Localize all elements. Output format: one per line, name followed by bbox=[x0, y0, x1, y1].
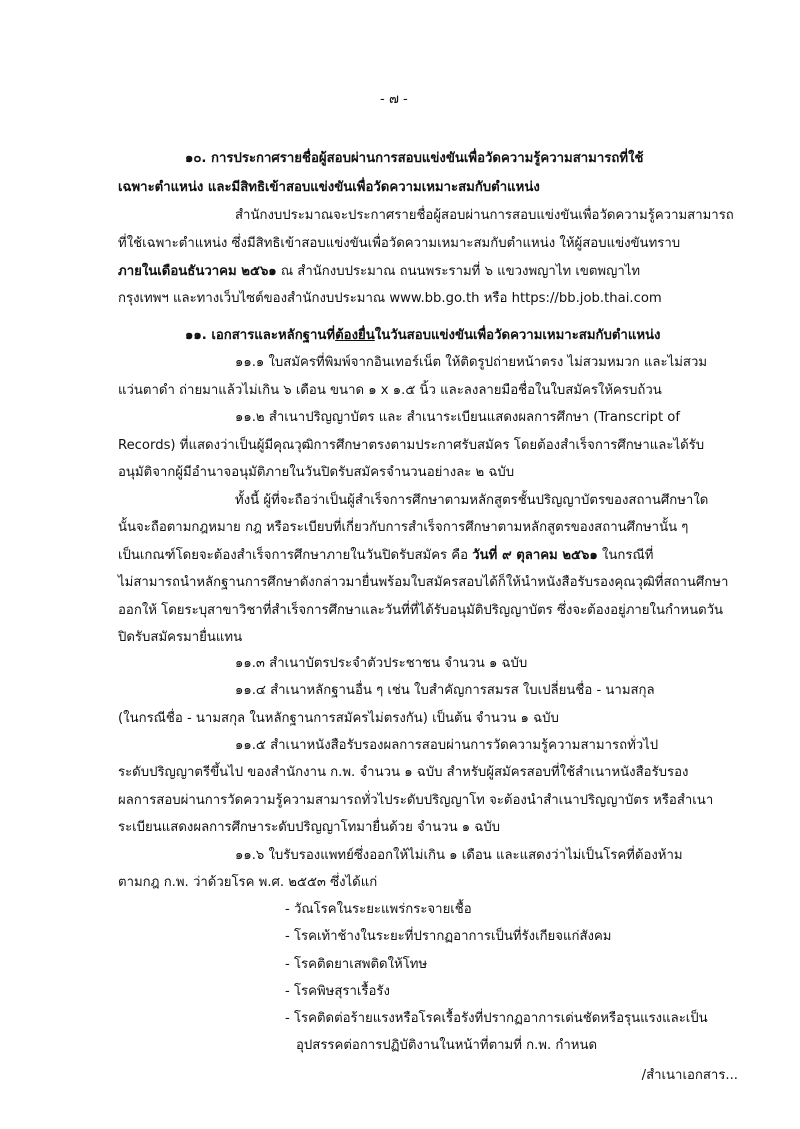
note-line1: ทั้งนี้ ผู้ที่จะถือว่าเป็นผู้สำเร็จการศึกษาตามหลักสูตรชั้นปริญญาบัตรของสถานศึกษาใด bbox=[235, 493, 709, 508]
section-11-heading-b: ในวันสอบแข่งขันเพื่อวัดความเหมาะสมกับตำแหน่ง bbox=[374, 328, 661, 343]
continuation-footer: /สำเนาเอกสาร... bbox=[641, 1068, 738, 1083]
item-11-4-line2: (ในกรณีชื่อ - นามสกุล ในหลักฐานการสมัครไม่ตรงกัน) เป็นต้น จำนวน ๑ ฉบับ bbox=[118, 711, 559, 726]
note-line3 bbox=[118, 546, 653, 566]
item-11-5-line3: ผลการสอบผ่านการวัดความรู้ความสามารถทั่วไประดับปริญญาโท จะต้องนำสำเนาปริญญาบัตร หรือสำเนา bbox=[118, 793, 714, 808]
item-11-6-line2: ตามกฎ ก.พ. ว่าด้วยโรค พ.ศ. ๒๕๕๓ ซึ่งได้แก่ bbox=[118, 875, 378, 890]
item-11-5-line4: ระเบียนแสดงผลการศึกษาระดับปริญญาโทมายื่นด้วย จำนวน ๑ ฉบับ bbox=[118, 820, 501, 835]
note-line5: ออกให้ โดยระบุสาขาวิชาที่สำเร็จการศึกษาและวันที่ที่ได้รับอนุมัติปริญญาบัตร ซึ่งจะต้องอยู่ภายในกำหนดวัน bbox=[118, 603, 724, 618]
section-10-paragraph-line2: ที่ใช้เฉพาะตำแหน่ง ซึ่งมีสิทธิเข้าสอบแข่งขันเพื่อวัดความเหมาะสมกับตำแหน่ง ให้ผู้สอบแข่งขันทราบ bbox=[118, 236, 681, 251]
section-10-paragraph-line3-rest: ณ สำนักงบประมาณ ถนนพระรามที่ ๖ แขวงพญาไท เขตพญาไท bbox=[276, 264, 641, 279]
section-11-heading-underlined: ต้องยื่น bbox=[335, 328, 375, 343]
deadline-emphasis: ภายในเดือนธันวาคม ๒๕๖๑ bbox=[118, 264, 277, 279]
item-11-1-line1: ๑๑.๑ ใบสมัครที่พิมพ์จากอินเทอร์เน็ต ให้ติดรูปถ่ายหน้าตรง ไม่สวมหมวก และไม่สวม bbox=[235, 355, 708, 370]
item-11-1-line2: แว่นตาดำ ถ่ายมาแล้วไม่เกิน ๖ เดือน ขนาด ๑ x ๑.๕ นิ้ว และลงลายมือชื่อในใบสมัครให้ครบถ้วน bbox=[118, 383, 662, 398]
note-line3-c: ในกรณีที่ bbox=[597, 548, 654, 563]
section-11-heading bbox=[185, 326, 661, 346]
item-11-5-line2: ระดับปริญญาตรีขึ้นไป ของสำนักงาน ก.พ. จำนวน ๑ ฉบับ สำหรับผู้สมัครสอบที่ใช้สำเนาหนังสือรับรอง bbox=[118, 765, 689, 780]
section-10-heading-line2: เฉพาะตำแหน่ง และมีสิทธิเข้าสอบแข่งขันเพื่อวัดความเหมาะสมกับตำแหน่ง bbox=[118, 180, 540, 195]
item-11-2-line1: ๑๑.๒ สำเนาปริญญาบัตร และ สำเนาระเบียนแสดงผลการศึกษา (Transcript of bbox=[235, 410, 681, 425]
page-number: - ๗ - bbox=[380, 92, 408, 107]
item-11-2-line2: Records) ที่แสดงว่าเป็นผู้มีคุณวุฒิการศึกษาตรงตามประกาศรับสมัคร โดยต้องสำเร็จการศึกษาและได้รับ bbox=[118, 438, 705, 453]
note-line4: ไม่สามารถนำหลักฐานการศึกษาดังกล่าวมายื่นพร้อมใบสมัครสอบได้ก็ให้นำหนังสือรับรองคุณวุฒิที่สถานศึกษา bbox=[118, 575, 729, 590]
item-11-3: ๑๑.๓ สำเนาบัตรประจำตัวประชาชน จำนวน ๑ ฉบับ bbox=[235, 656, 528, 671]
section-10-paragraph-line3 bbox=[118, 262, 640, 282]
disease-list-item-continuation: อุปสรรคต่อการปฏิบัติงานในหน้าที่ตามที่ ก.พ. กำหนด bbox=[296, 1038, 598, 1053]
section-10-heading-line1: ๑๐. การประกาศรายชื่อผู้สอบผ่านการสอบแข่งขันเพื่อวัดความรู้ความสามารถที่ใช้ bbox=[185, 151, 644, 166]
disease-list-item: - วัณโรคในระยะแพร่กระจายเชื้อ bbox=[285, 902, 472, 917]
section-10-paragraph-line4: กรุงเทพฯ และทางเว็บไซต์ของสำนักงบประมาณ www.bb.go.th หรือ https://bb.job.thai.com bbox=[118, 291, 662, 306]
item-11-4-line1: ๑๑.๔ สำเนาหลักฐานอื่น ๆ เช่น ใบสำคัญการสมรส ใบเปลี่ยนชื่อ - นามสกุล bbox=[235, 683, 655, 698]
closing-date-emphasis: วันที่ ๙ ตุลาคม ๒๕๖๑ bbox=[472, 548, 598, 563]
note-line6: ปิดรับสมัครมายื่นแทน bbox=[118, 630, 243, 645]
item-11-5-line1: ๑๑.๕ สำเนาหนังสือรับรองผลการสอบผ่านการวัดความรู้ความสามารถทั่วไป bbox=[235, 738, 659, 753]
disease-list-item: - โรคติดต่อร้ายแรงหรือโรคเรื้อรังที่ปรากฏอาการเด่นชัดหรือรุนแรงและเป็น bbox=[285, 1011, 708, 1026]
note-line3-a: เป็นเกณฑ์โดยจะต้องสำเร็จการศึกษาภายในวันปิดรับสมัคร คือ bbox=[118, 548, 473, 563]
section-11-heading-a: ๑๑. เอกสารและหลักฐานที่ bbox=[185, 328, 336, 343]
disease-list-item: - โรคพิษสุราเรื้อรัง bbox=[285, 984, 390, 999]
note-line2: นั้นจะถือตามกฎหมาย กฎ หรือระเบียบที่เกี่ยวกับการสำเร็จการศึกษาตามหลักสูตรของสถานศึกษานั้น ๆ bbox=[118, 520, 689, 535]
item-11-6-line1: ๑๑.๖ ใบรับรองแพทย์ซึ่งออกให้ไม่เกิน ๑ เดือน และแสดงว่าไม่เป็นโรคที่ต้องห้าม bbox=[235, 848, 683, 863]
disease-list-item: - โรคติดยาเสพติดให้โทษ bbox=[285, 957, 428, 972]
disease-list-item: - โรคเท้าช้างในระยะที่ปรากฏอาการเป็นที่รังเกียจแก่สังคม bbox=[285, 929, 612, 944]
section-10-paragraph-line1: สำนักงบประมาณจะประกาศรายชื่อผู้สอบผ่านการสอบแข่งขันเพื่อวัดความรู้ความสามารถ bbox=[235, 208, 734, 223]
item-11-2-line3: อนุมัติจากผู้มีอำนาจอนุมัติภายในวันปิดรับสมัครจำนวนอย่างละ ๒ ฉบับ bbox=[118, 465, 515, 480]
